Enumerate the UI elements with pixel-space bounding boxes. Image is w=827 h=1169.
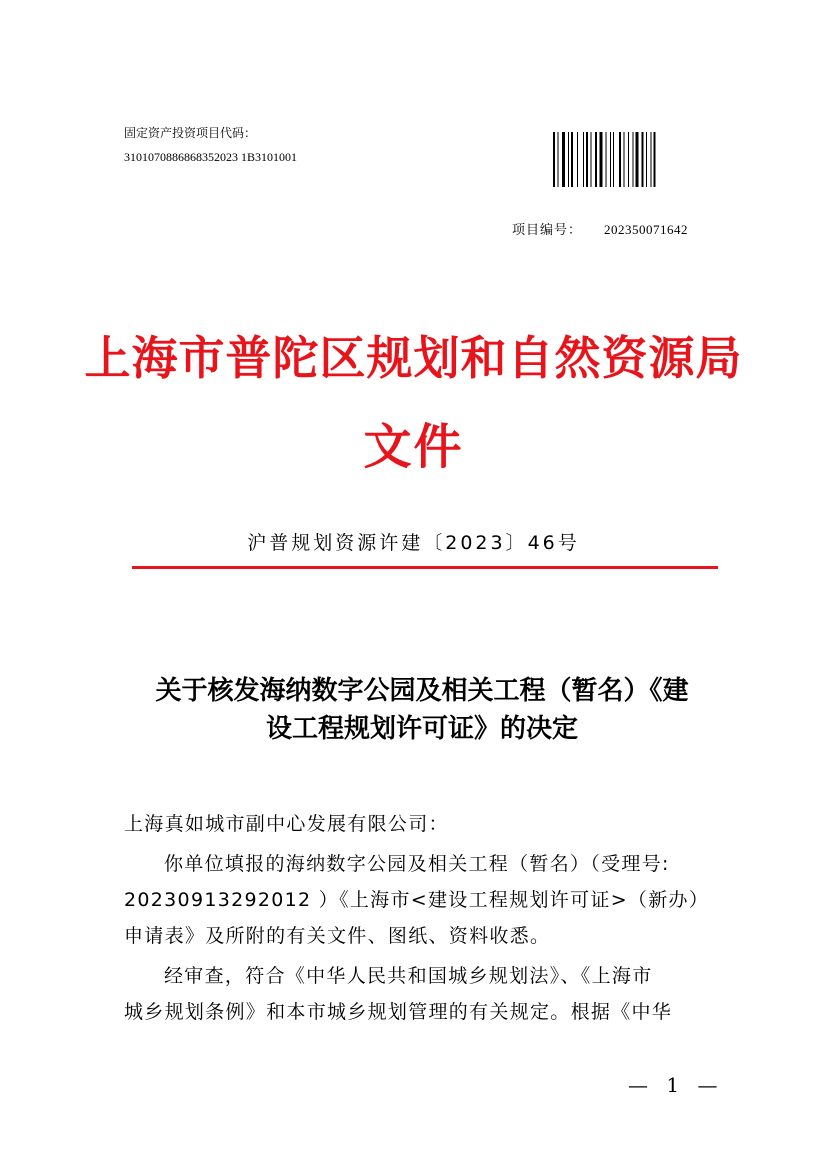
project-number-label: 项目编号： — [512, 223, 583, 238]
red-divider — [132, 566, 718, 569]
paragraph-2-line-1: 经审查，符合《中华人民共和国城乡规划法》、《上海市 — [164, 965, 653, 987]
paragraph-2-line-2: 城乡规划条例》和本市城乡规划管理的有关规定。根据《中华 — [124, 1001, 673, 1023]
project-number — [512, 219, 688, 238]
paragraph-1-line-1: 你单位填报的海纳数字公园及相关工程（暂名）（受理号: — [164, 853, 670, 875]
title-line-2: 设工程规划许可证》的决定 — [265, 714, 578, 744]
document-title — [122, 672, 722, 748]
project-code-value: 3101070886868352023 1B3101001 — [124, 150, 298, 164]
title-line-1: 关于核发海纳数字公园及相关工程（暂名）《建 — [155, 676, 689, 706]
addressee: 上海真如城市副中心发展有限公司： — [124, 813, 449, 835]
issuer-suffix: 文件 — [363, 419, 464, 475]
document-number: 沪普规划资源许建〔2023〕46号 — [247, 532, 580, 554]
project-number-value: 202350071642 — [604, 222, 689, 237]
paragraph-1-line-2: 20230913292012 ）《上海市<建设工程规划许可证>（新办） — [124, 889, 710, 911]
paragraph-1-line-3: 申请表》及所附的有关文件、图纸、资料收悉。 — [124, 925, 551, 947]
barcode — [553, 132, 691, 187]
page-number: — 1 — — [628, 1073, 724, 1097]
document-body — [124, 806, 716, 1030]
issuer-name: 上海市普陀区规划和自然资源局 — [84, 331, 743, 385]
project-code-label: 固定资产投资项目代码： — [124, 126, 257, 140]
